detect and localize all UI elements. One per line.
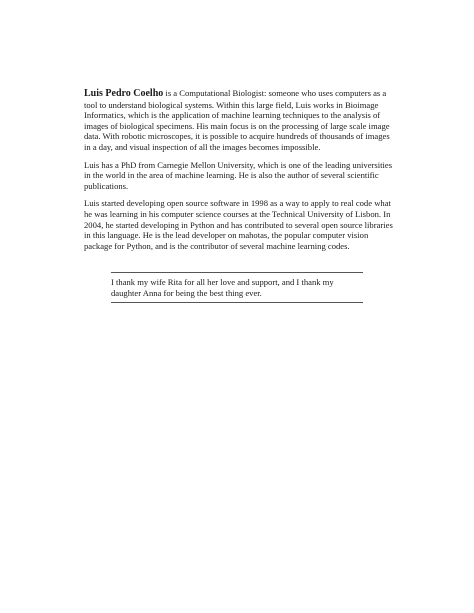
bio-paragraph-1 bbox=[84, 88, 394, 153]
bio-paragraph-3: Luis started developing open source software in 1998 as a way to apply to real code what he was learning in his computer science courses at the Technical University of Lisbon. In 2004, he started developing in Python and has contributed to several open source libraries in this language. He is the lead developer on mahotas, the popular computer vision package for Python, and is the contributor of several machine learning codes. bbox=[84, 198, 393, 251]
author-bio bbox=[84, 88, 394, 258]
acknowledgement-text: I thank my wife Rita for all her love and support, and I thank my daughter Anna for being the best thing ever. bbox=[111, 277, 334, 298]
bio-paragraph-1-text: is a Computational Biologist: someone who uses computers as a tool to understand biological systems. Within this large field, Luis works in Bioimage Informatics, which is the application of machine learning techniques to the analysis of images of biological specimens. His main focus is on the processing of large scale image data. With robotic microscopes, it is possible to acquire hundreds of thousands of images in a day, and visual inspection of all the images becomes impossible. bbox=[84, 88, 390, 152]
bio-paragraph-2: Luis has a PhD from Carnegie Mellon University, which is one of the leading universities in the world in the area of machine learning. He is also the author of several scientific publications. bbox=[84, 159, 393, 191]
author-name: Luis Pedro Coelho bbox=[84, 88, 164, 99]
acknowledgement-box bbox=[111, 272, 363, 303]
